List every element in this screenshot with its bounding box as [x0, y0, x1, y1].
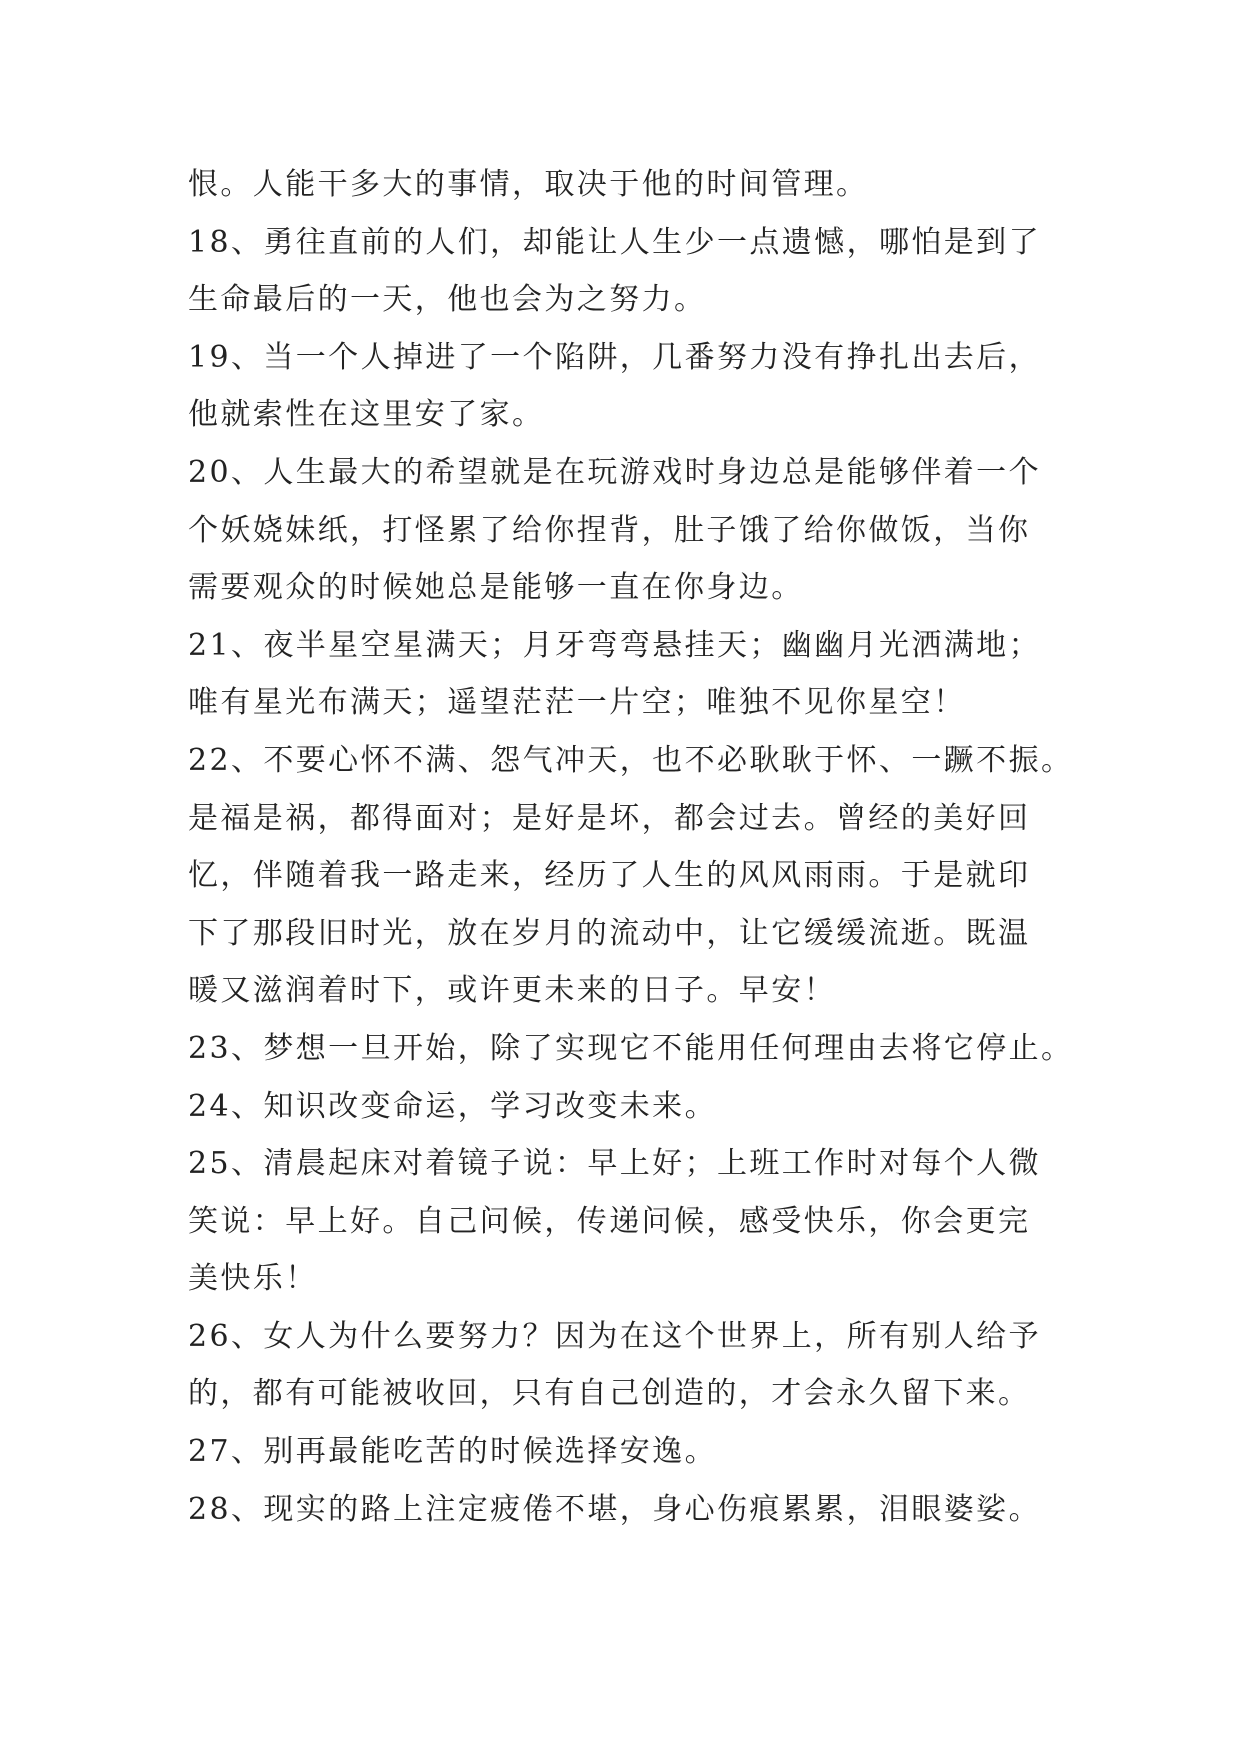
text-line: 个妖娆妹纸，打怪累了给你捏背，肚子饿了给你做饭，当你	[188, 512, 1031, 548]
text-line: 的，都有可能被收回，只有自己创造的，才会永久留下来。	[188, 1376, 1031, 1412]
text-line: 忆，伴随着我一路走来，经历了人生的风风雨雨。于是就印	[188, 858, 1031, 894]
body-text	[188, 156, 1078, 1538]
text-line: 美快乐！	[188, 1261, 318, 1297]
text-line: 恨。人能干多大的事情，取决于他的时间管理。	[188, 167, 869, 202]
text-line: 下了那段旧时光，放在岁月的流动中，让它缓缓流逝。既温	[188, 915, 1031, 951]
text-line: 唯有星光布满天；遥望茫茫一片空；唯独不见你星空！	[188, 685, 966, 721]
text-line: 笑说：早上好。自己问候，传递问候，感受快乐，你会更完	[188, 1203, 1031, 1239]
text-line: 暖又滋润着时下，或许更未来的日子。早安！	[188, 973, 836, 1009]
text-line: 他就索性在这里安了家。	[188, 397, 545, 433]
text-line: 28、现实的路上注定疲倦不堪，身心伤痕累累，泪眼婆娑。	[188, 1491, 1041, 1527]
text-line: 27、别再最能吃苦的时候选择安逸。	[188, 1434, 717, 1470]
text-line: 需要观众的时候她总是能够一直在你身边。	[188, 570, 804, 606]
text-line: 20、人生最大的希望就是在玩游戏时身边总是能够伴着一个	[188, 454, 1041, 490]
text-line: 18、勇往直前的人们，却能让人生少一点遗憾，哪怕是到了	[188, 224, 1041, 260]
text-line: 是福是祸，都得面对；是好是坏，都会过去。曾经的美好回	[188, 800, 1031, 836]
text-line: 23、梦想一旦开始，除了实现它不能用任何理由去将它停止。	[188, 1030, 1074, 1066]
text-line: 24、知识改变命运，学习改变未来。	[188, 1088, 717, 1124]
text-line: 21、夜半星空星满天；月牙弯弯悬挂天；幽幽月光洒满地；	[188, 627, 1041, 663]
text-line: 26、女人为什么要努力？因为在这个世界上，所有别人给予	[188, 1318, 1041, 1354]
text-line: 22、不要心怀不满、怨气冲天，也不必耿耿于怀、一蹶不振。	[188, 742, 1074, 778]
text-line: 19、当一个人掉进了一个陷阱，几番努力没有挣扎出去后，	[188, 339, 1041, 375]
text-line: 25、清晨起床对着镜子说：早上好；上班工作时对每个人微	[188, 1146, 1041, 1182]
text-line: 生命最后的一天，他也会为之努力。	[188, 282, 707, 318]
